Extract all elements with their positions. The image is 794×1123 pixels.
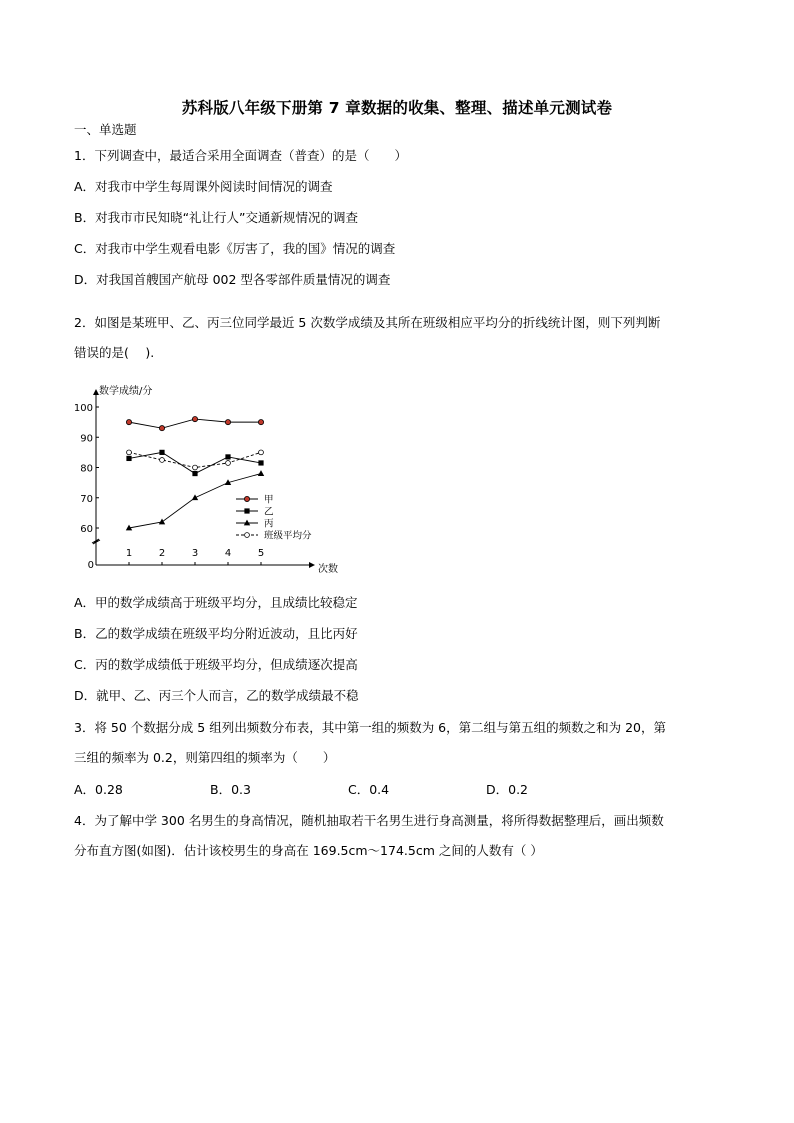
question-3-option-d: D．0.2 <box>486 782 529 797</box>
legend-marker <box>244 496 249 501</box>
legend-label: 班级平均分 <box>264 530 312 542</box>
question-2-option-c: C．丙的数学成绩低于班级平均分，但成绩逐次提高 <box>74 657 358 672</box>
line-chart <box>74 378 344 583</box>
question-1-stem: 1．下列调查中，最适合采用全面调查（普查）的是（ ） <box>74 148 407 163</box>
x-axis-label: 次数 <box>318 564 338 575</box>
data-point <box>258 470 264 476</box>
data-point <box>159 519 165 525</box>
legend-marker <box>244 520 250 526</box>
question-2-option-a: A．甲的数学成绩高于班级平均分，且成绩比较稳定 <box>74 595 358 610</box>
data-point <box>225 420 230 425</box>
section-heading: 一、单选题 <box>74 122 137 137</box>
y-axis-label: 数学成绩/分 <box>99 386 153 397</box>
data-point <box>225 454 230 459</box>
question-1-option-c: C．对我市中学生观看电影《厉害了，我的国》情况的调查 <box>74 241 396 256</box>
question-1-option-a: A．对我市中学生每周课外阅读时间情况的调查 <box>74 179 333 194</box>
question-3-option-a: A．0.28 <box>74 782 123 797</box>
question-1-option-d: D．对我国首艘国产航母 002 型各零部件质量情况的调查 <box>74 272 391 287</box>
y-tick-label: 60 <box>80 524 93 535</box>
page-title: 苏科版八年级下册第 7 章数据的收集、整理、描述单元测试卷 <box>181 99 613 117</box>
question-4-stem-line-1: 4．为了解中学 300 名男生的身高情况，随机抽取若干名男生进行身高测量，将所得数据整理后，画出频数 <box>74 813 664 828</box>
data-point <box>126 456 131 461</box>
data-point <box>126 420 131 425</box>
question-2-stem-line-1: 2．如图是某班甲、乙、丙三位同学最近 5 次数学成绩及其所在班级相应平均分的折线统计图，则下列判断 <box>74 315 661 330</box>
y-tick-label: 100 <box>74 403 93 414</box>
question-3-stem-line-2: 三组的频率为 0.2，则第四组的频率为（ ） <box>74 750 336 765</box>
x-tick-label: 1 <box>125 548 133 559</box>
question-3-option-c: C．0.4 <box>348 782 390 797</box>
x-tick-label: 3 <box>191 548 199 559</box>
question-2-option-d: D．就甲、乙、丙三个人而言，乙的数学成绩最不稳 <box>74 688 359 703</box>
data-point <box>258 420 263 425</box>
data-point <box>192 494 198 500</box>
legend-label: 甲 <box>264 494 274 506</box>
x-tick-label: 4 <box>224 548 232 559</box>
y-tick-label: 70 <box>80 493 93 505</box>
data-point <box>193 465 198 470</box>
question-2-stem-line-2: 错误的是( ). <box>74 345 155 360</box>
question-3-option-b: B．0.3 <box>210 782 251 797</box>
legend-label: 乙 <box>264 506 274 518</box>
chart-legend <box>236 495 312 542</box>
data-point <box>258 460 263 465</box>
data-point <box>160 458 165 463</box>
series-line-2 <box>129 452 261 473</box>
data-point <box>159 426 164 431</box>
series-line-3 <box>129 474 261 528</box>
question-1-option-b: B．对我市市民知晓“礼让行人”交通新规情况的调查 <box>74 210 359 225</box>
y-tick-label: 90 <box>80 433 93 445</box>
data-point <box>192 471 197 476</box>
x-tick-label: 2 <box>158 548 166 559</box>
chart-series <box>126 417 264 531</box>
legend-marker <box>245 533 250 538</box>
data-point <box>259 450 264 455</box>
legend-label: 丙 <box>264 518 274 530</box>
data-point <box>192 417 197 422</box>
origin-label: 0 <box>87 560 94 571</box>
question-4-stem-line-2: 分布直方图(如图)．估计该校男生的身高在 169.5cm～174.5cm 之间的人数有（ ） <box>74 843 543 858</box>
question-2-option-b: B．乙的数学成绩在班级平均分附近波动，且比丙好 <box>74 626 358 641</box>
y-tick-label: 80 <box>80 463 93 475</box>
data-point <box>127 450 132 455</box>
data-point <box>159 450 164 455</box>
question-3-stem-line-1: 3．将 50 个数据分成 5 组列出频数分布表，其中第一组的频数为 6，第二组与第五组的频数之和为 20，第 <box>74 720 667 735</box>
x-tick-label: 5 <box>257 548 265 559</box>
data-point <box>226 461 231 466</box>
legend-marker <box>244 508 249 513</box>
chart-labels <box>74 384 338 575</box>
